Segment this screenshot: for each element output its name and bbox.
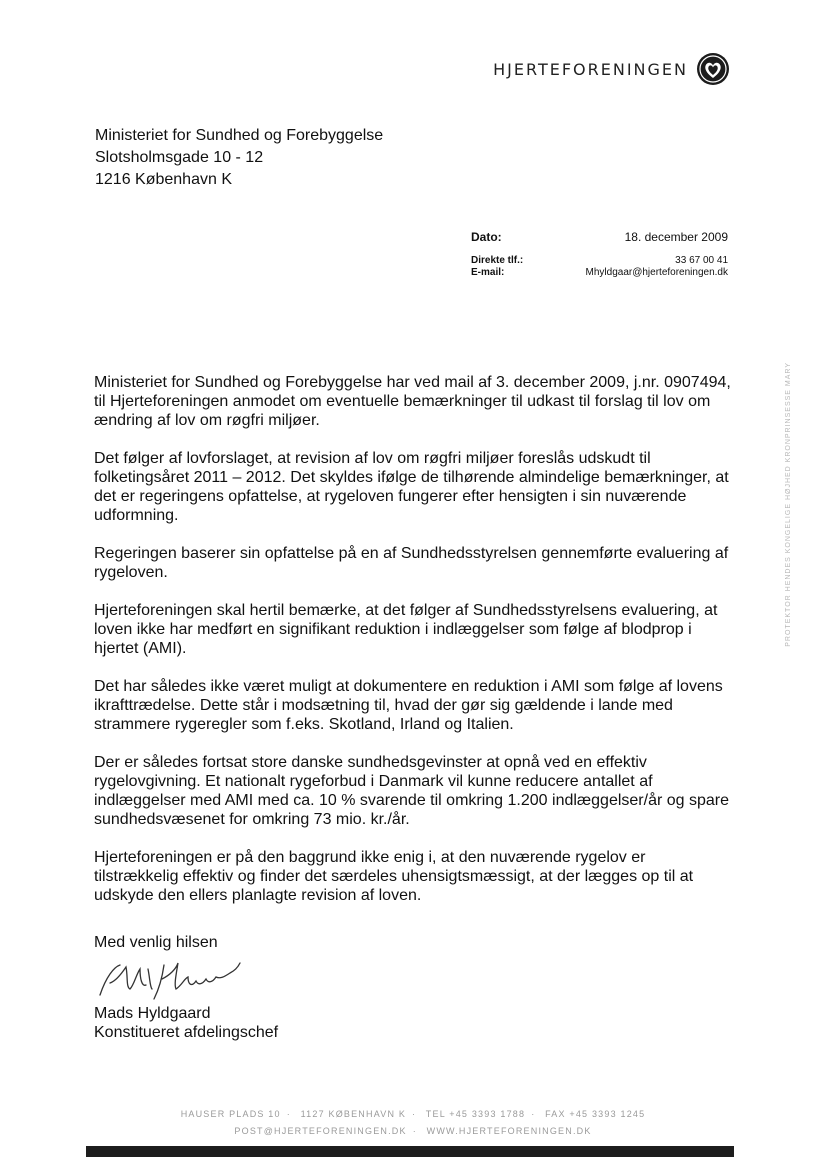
letterhead-logo bbox=[493, 52, 730, 86]
footer-line-1: HAUSER PLADS 10 · 1127 KØBENHAVN K · TEL +45 3393 1788 · FAX +45 3393 1245 bbox=[180, 1109, 646, 1119]
date-value: 18. december 2009 bbox=[624, 230, 728, 244]
date-label: Dato: bbox=[471, 230, 502, 244]
body-paragraph: Ministeriet for Sundhed og Forebyggelse har ved mail af 3. december 2009, j.nr. 0907494, til Hjerteforeningen anmodet om eventuelle bemærkninger til udkast til forslag til lov om ændring af lov om røgfri miljøer. bbox=[94, 374, 731, 429]
body-paragraph: Hjerteforeningen er på den baggrund ikke enig i, at den nuværende rygelov er tilstrækkelig effektiv og finder det særdeles uhensigtsmæssigt, at der lægges op til at udskyde den ellers planlagte revision af loven. bbox=[94, 849, 694, 904]
closing-salutation: Med venlig hilsen bbox=[94, 934, 218, 951]
footer-address: HAUSER PLADS 10 bbox=[180, 1109, 281, 1119]
footer-email: POST@HJERTEFORENINGEN.DK bbox=[234, 1126, 407, 1136]
email-label: E-mail: bbox=[471, 267, 505, 278]
footer-fax: FAX +45 3393 1245 bbox=[545, 1109, 646, 1119]
footer-bar bbox=[86, 1146, 734, 1157]
signer-name: Mads Hyldgaard bbox=[94, 1005, 211, 1022]
letter-body bbox=[94, 373, 734, 924]
phone-value: 33 67 00 41 bbox=[675, 255, 728, 266]
phone-row bbox=[471, 255, 728, 267]
signer-block bbox=[94, 1004, 278, 1042]
footer-line-2: POST@HJERTEFORENINGEN.DK · WWW.HJERTEFORENINGEN.DK bbox=[234, 1126, 592, 1136]
body-paragraph: Det følger af lovforslaget, at revision af lov om røgfri miljøer foreslås udskudt til folketingsåret 2011 – 2012. Det skyldes ifølge de tilhørende almindelige bemærkninger, at det er regeringens opfattelse, at rygeloven fungerer efter hensigten i sin nuværende udformning. bbox=[94, 450, 729, 524]
phone-label: Direkte tlf.: bbox=[471, 255, 524, 266]
body-paragraph: Hjerteforeningen skal hertil bemærke, at det følger af Sundhedsstyrelsens evaluering, at loven ikke har medført en signifikant reduktion i indlæggelser som følge af blodprop i hjertet (AMI). bbox=[94, 602, 718, 657]
recipient-line: Slotsholmsgade 10 - 12 bbox=[95, 149, 264, 166]
letter-meta bbox=[471, 230, 728, 279]
footer-city: 1127 KØBENHAVN K bbox=[300, 1109, 407, 1119]
body-paragraph: Regeringen baserer sin opfattelse på en af Sundhedsstyrelsen gennemførte evaluering af rygeloven. bbox=[94, 545, 729, 581]
handwritten-signature bbox=[92, 955, 247, 1003]
body-paragraph: Det har således ikke været muligt at dokumentere en reduktion i AMI som følge af lovens ikrafttrædelse. Dette står i modsætning til, hvad der gør sig gældende i lande med strammere rygeregler som f.eks. Skotland, Irland og Italien. bbox=[94, 678, 723, 733]
footer-tel: TEL +45 3393 1788 bbox=[425, 1109, 526, 1119]
recipient-line: 1216 København K bbox=[95, 171, 232, 188]
footer-web: WWW.HJERTEFORENINGEN.DK bbox=[426, 1126, 592, 1136]
recipient-address bbox=[95, 125, 383, 191]
logo-wordmark: HJERTEFORENINGEN bbox=[493, 59, 688, 79]
body-paragraph: Der er således fortsat store danske sundhedsgevinster at opnå ved en effektiv rygelovgivning. Et nationalt rygeforbud i Danmark vil kunne reducere antallet af indlæggelser med AMI med ca. 10 % svarende til omkring 1.200 indlæggelser/år og spare sundhedsvæsenet for omkring 73 mio. kr./år. bbox=[94, 754, 729, 828]
side-patron-text: PROTEKTOR HENDES KONGELIGE HØJHED KRONPRINSESSE MARY bbox=[785, 362, 792, 647]
email-value: Mhyldgaar@hjerteforeningen.dk bbox=[585, 267, 728, 278]
recipient-line: Ministeriet for Sundhed og Forebyggelse bbox=[95, 127, 384, 144]
date-row bbox=[471, 230, 728, 244]
heart-logo-icon bbox=[696, 52, 730, 86]
signer-title: Konstitueret afdelingschef bbox=[94, 1024, 279, 1041]
letter-footer bbox=[0, 1106, 826, 1140]
email-row bbox=[471, 267, 728, 279]
